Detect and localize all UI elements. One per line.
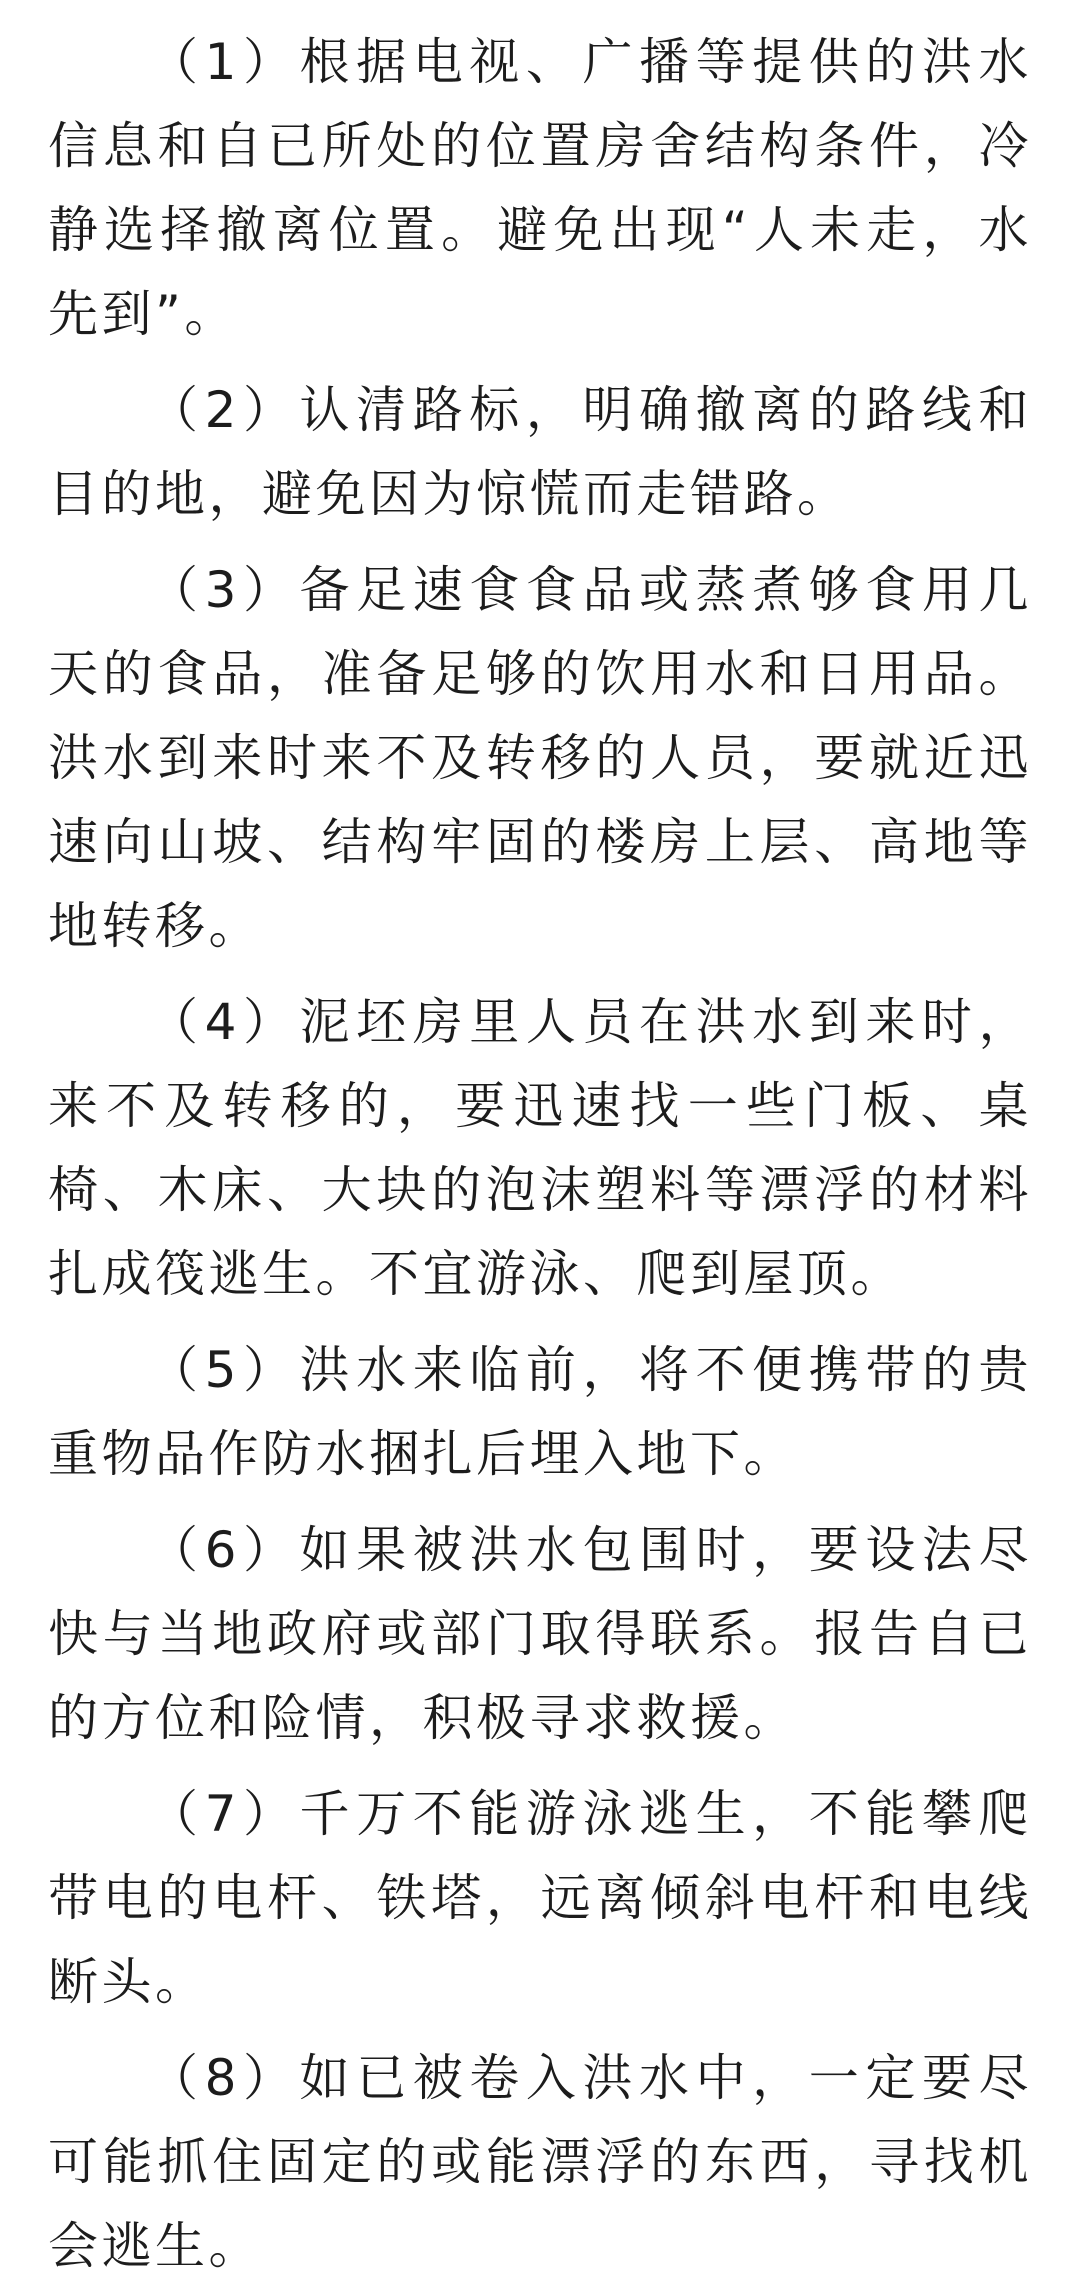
paragraph-8: （8）如已被卷入洪水中，一定要尽可能抓住固定的或能漂浮的东西，寻找机会逃生。 [48,2049,1032,2275]
paragraph-2: （2）认清路标，明确撤离的路线和目的地，避免因为惊慌而走错路。 [48,381,1032,523]
paragraph-4: （4）泥坯房里人员在洪水到来时，来不及转移的，要迅速找一些门板、桌椅、木床、大块的泡沫塑料等漂浮的材料扎成筏逃生。不宜游泳、爬到屋顶。 [48,993,1032,1303]
paragraph-6: （6）如果被洪水包围时，要设法尽快与当地政府或部门取得联系。报告自已的方位和险情，积极寻求救援。 [48,1521,1032,1747]
paragraph-5: （5）洪水来临前，将不便携带的贵重物品作防水捆扎后埋入地下。 [48,1341,1032,1483]
paragraph-7: （7）千万不能游泳逃生，不能攀爬带电的电杆、铁塔，远离倾斜电杆和电线断头。 [48,1785,1032,2011]
paragraph-1: （1）根据电视、广播等提供的洪水信息和自已所处的位置房舍结构条件，冷静选择撤离位置。避免出现“人未走，水先到”。 [48,33,1032,343]
paragraph-3: （3）备足速食食品或蒸煮够食用几天的食品，准备足够的饮用水和日用品。洪水到来时来不及转移的人员，要就近迅速向山坡、结构牢固的楼房上层、高地等地转移。 [48,561,1032,955]
